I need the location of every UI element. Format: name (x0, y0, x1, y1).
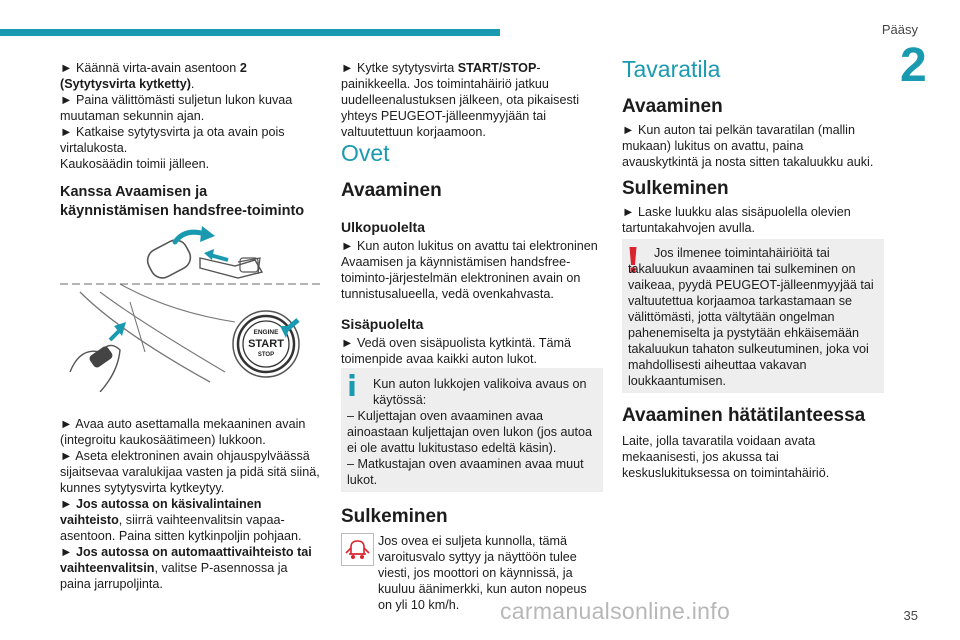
door-warning-lamp (341, 533, 374, 566)
handsfree-illustration (60, 222, 322, 392)
chapter-number: 2 (900, 39, 927, 92)
heading-outside: Ulkopuolelta (341, 219, 426, 235)
handsfree-subheading: Kanssa Avaamisen ja käynnistämisen handsfree-toiminto (60, 184, 305, 219)
col2-start-step (341, 60, 601, 140)
trunk-open-text: ► Kun auton tai pelkän tavaratilan (mallin mukaan) lukitus on avattu, paina avauskytkintä ja nosta sitten takaluukku auki. (622, 123, 874, 169)
info-driver-line: – Kuljettajan oven avaaminen avaa ainoastaan kuljettajan oven lukon (jos autoa ei ole avattu lukitustaso edeltä käsin). (347, 409, 593, 455)
watermark: carmanualsonline.info (500, 598, 731, 624)
heading-opening: Avaaminen (341, 180, 442, 201)
step-line: ► Jos autossa on käsivalintainen vaihteisto, siirrä vaihteenvalitsin vapaa-asentoon. Paina sitten kytkinpoljin pohjaan. (60, 497, 302, 543)
warning-text: Jos ilmenee toimintahäiriöitä tai takaluukun avaaminen tai sulkeminen on vaikeaa, pyydä PEUGEOT-jälleenmyyjää tai valtuutettua korjaamoa tarkastamaan se välittömästi, jotta vältytään ongelman pahenemiselta ja pystytään ehkäisemään takaluukun tahaton sulkeutuminen, joka voi mahdollisesti aiheuttaa vakavan loukkaantumisen. (628, 246, 874, 388)
step-line: ► Jos autossa on automaattivaihteisto tai vaihteenvalitsin, valitse P-asennossa ja paina jarrupoljinta. (60, 545, 312, 591)
car-door-open-icon (342, 534, 373, 565)
step-line: ► Avaa auto asettamalla mekaaninen avain (integroitu kaukosäätimeen) lukkoon. (60, 417, 306, 447)
key-fob-illustration (60, 222, 322, 392)
section-title-trunk: Tavaratila (622, 56, 721, 82)
heading-closing: Sulkeminen (341, 506, 448, 527)
page-number: 35 (903, 608, 918, 623)
heading-inside: Sisäpuolelta (341, 316, 424, 332)
inside-text: ► Vedä oven sisäpuolista kytkintä. Tämä toimenpide avaa kaikki auton lukot. (341, 336, 571, 366)
section-title-doors: Ovet (341, 140, 390, 166)
start-label: START (248, 338, 284, 350)
trunk-close-text: ► Laske luukku alas sisäpuolella olevien tartuntakahvojen avulla. (622, 205, 851, 235)
trunk-heading-closing: Sulkeminen (622, 178, 729, 199)
info-box (341, 368, 603, 492)
engine-label: ENGINE (253, 329, 279, 336)
info-passenger-line: – Matkustajan oven avaaminen avaa muut lukot. (347, 457, 584, 487)
section-header: Pääsy (881, 22, 918, 37)
closing-text: Jos ovea ei suljeta kunnolla, tämä varoitusvalo syttyy ja näyttöön tulee viesti, jos moottori on käynnissä, ja kuuluu äänimerkki, kun auton nopeus on yli 10 km/h. (378, 534, 587, 612)
step-line: ► Käännä virta-avain asentoon 2 (Sytytysvirta kytketty). (60, 61, 247, 91)
col1-intro-steps (60, 60, 320, 172)
col1-handsfree-steps (60, 416, 320, 592)
step-line: ► Paina välittömästi suljetun lukon kuvaa muutaman sekunnin ajan. (60, 93, 293, 123)
outside-text: ► Kun auton lukitus on avattu tai elektroninen Avaamisen ja käynnistämisen handsfree-toiminto-järjestelmän elektroninen avain on tunnistusalueella, vedä ovenkahvasta. (341, 239, 598, 301)
result-line: Kaukosäädin toimii jälleen. (60, 157, 210, 171)
stop-label: STOP (257, 352, 275, 358)
step-line: ► Aseta elektroninen avain ohjauspylväässä sijaitsevaa varalukijaa vasten ja pidä sitä siinä, kunnes sytytysvirta kytkeytyy. (60, 449, 320, 495)
info-icon (347, 374, 357, 396)
emergency-heading: Avaaminen hätätilanteessa (622, 405, 866, 426)
trunk-heading-opening: Avaaminen (622, 96, 723, 117)
step-line: ► Katkaise sytytysvirta ja ota avain pois virtalukosta. (60, 125, 285, 155)
emergency-text: Laite, jolla tavaratila voidaan avata mekaanisesti, jos akussa tai keskuslukituksessa on toimintahäiriö. (622, 434, 830, 480)
info-first-line: Kun auton lukkojen valikoiva avaus on käytössä: (373, 377, 587, 407)
step-line: ► Kytke sytytysvirta START/STOP-painikkeella. Jos toimintahäiriö jatkuu uudelleenalustuksen jälkeen, ota pikaisesti yhteys PEUGEOT-jälleenmyyjään tai valtuutettuun korjaamoon. (341, 61, 580, 139)
header-accent-bar (0, 29, 500, 36)
warning-box (622, 239, 884, 393)
